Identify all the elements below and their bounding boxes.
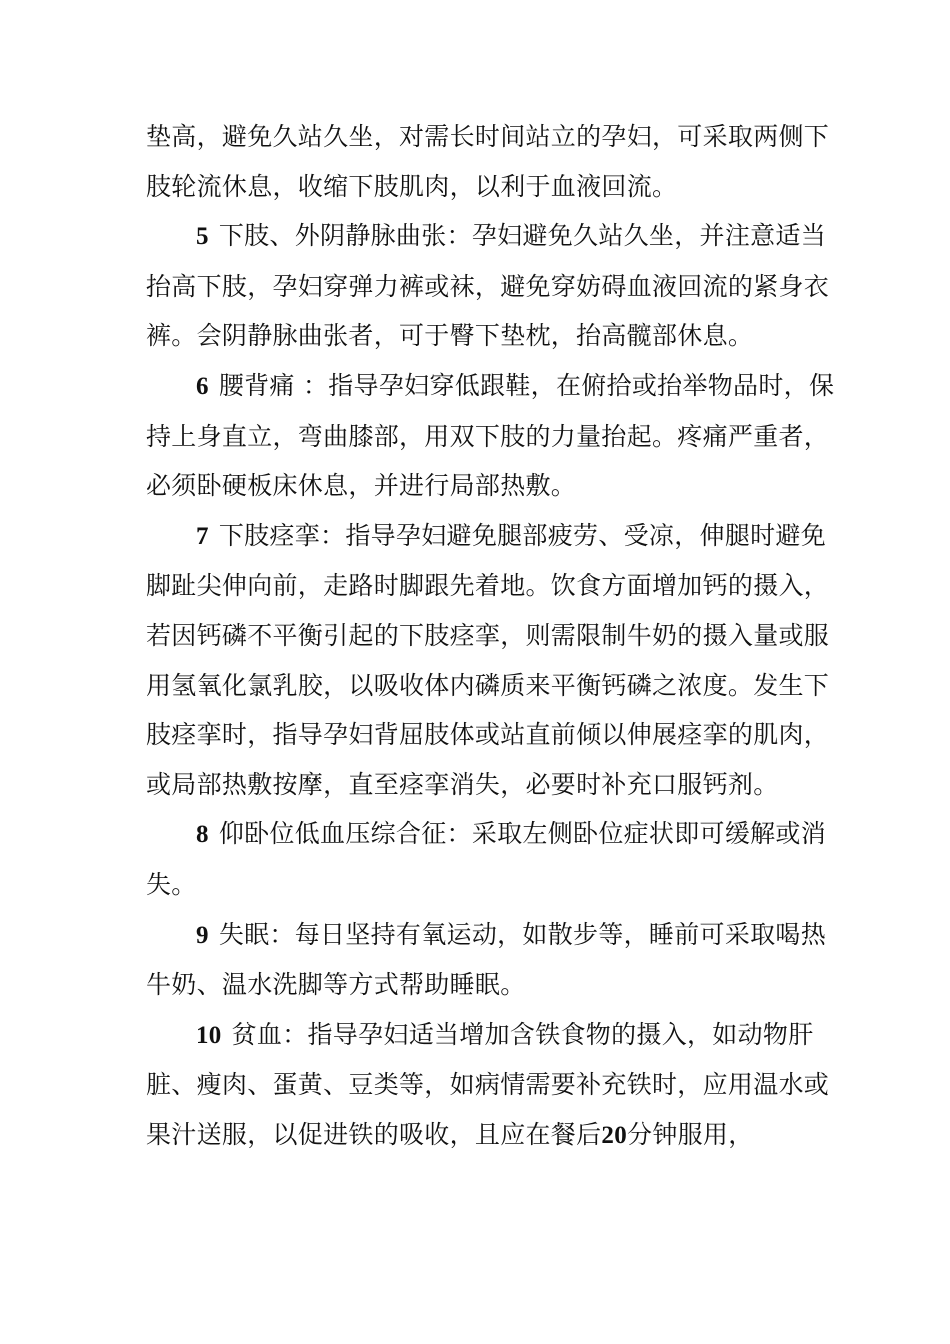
item-minutes-value: 20	[601, 1121, 628, 1149]
list-item-6	[146, 361, 836, 511]
item-number: 7	[196, 522, 209, 550]
item-number: 10	[196, 1021, 222, 1049]
item-number: 6	[196, 372, 209, 400]
item-text: 下肢痉挛：指导孕妇避免腿部疲劳、受凉，伸腿时避免脚趾尖伸向前，走路时脚跟先着地。饮食方面增加钙的摄入，若因钙磷不平衡引起的下肢痉挛，则需限制牛奶的摄入量或服用氢氧化氯乳胶，以吸收体内磷质来平衡钙磷之浓度。发生下肢痉挛时，指导孕妇背屈肢体或站直前倾以伸展痉挛的肌肉，或局部热敷按摩，直至痉挛消失，必要时补充口服钙剂。	[146, 520, 830, 799]
list-item-8	[146, 809, 836, 909]
list-item-9	[146, 910, 836, 1010]
item-number: 8	[196, 821, 209, 849]
item-number: 5	[196, 223, 209, 251]
list-item-5	[146, 211, 836, 361]
item-text: 下肢、外阴静脉曲张：孕妇避免久站久坐，并注意适当抬高下肢，孕妇穿弹力裤或袜，避免穿妨碍血液回流的紧身衣裤。会阴静脉曲张者，可于臀下垫枕，抬高髋部休息。	[146, 221, 830, 351]
item-text: 仰卧位低血压综合征：采取左侧卧位症状即可缓解或消失。	[146, 819, 827, 899]
list-item-7	[146, 511, 836, 810]
continuation-paragraph: 垫高，避免久站久坐，对需长时间站立的孕妇，可采取两侧下肢轮流休息，收缩下肢肌肉，以利于血液回流。	[146, 122, 830, 201]
item-text-tail: 分钟服用，	[627, 1119, 754, 1149]
item-text: 腰背痛 ：指导孕妇穿低跟鞋，在俯拾或抬举物品时，保持上身直立，弯曲膝部，用双下肢的力量抬起。疼痛严重者，必须卧硬板床休息，并进行局部热敷。	[146, 370, 835, 501]
document-body	[146, 112, 836, 1160]
item-number: 9	[196, 921, 209, 949]
item-text: 失眠：每日坚持有氧运动，如散步等，睡前可采取喝热牛奶、温水洗脚等方式帮助睡眠。	[146, 919, 827, 1000]
item-text: 贫血：指导孕妇适当增加含铁食物的摄入，如动物肝脏、瘦肉、蛋黄、豆类等，如病情需要补充铁时，应用温水或果汁送服，以促进铁的吸收，且应在餐后	[146, 1019, 830, 1149]
list-item-10	[146, 1010, 836, 1161]
